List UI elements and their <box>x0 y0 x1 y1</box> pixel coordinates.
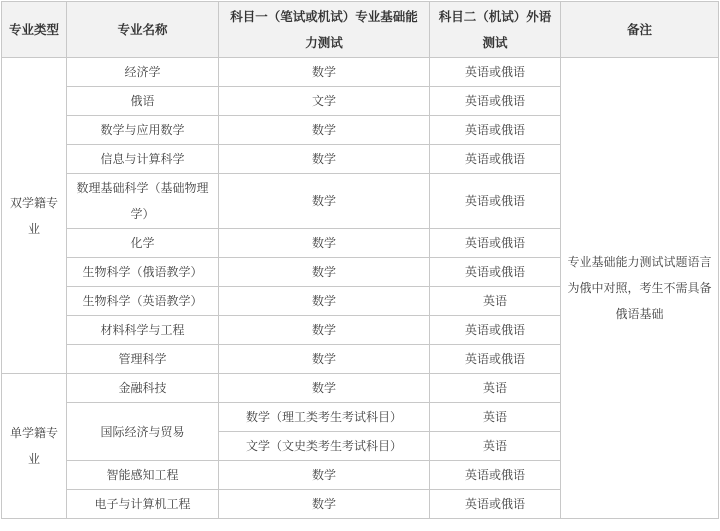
major-name: 经济学 <box>67 58 219 87</box>
header-remark: 备注 <box>561 2 719 58</box>
subject-one: 数学（理工类考生考试科目） <box>219 403 430 432</box>
major-name: 生物科学（英语教学） <box>67 287 219 316</box>
subject-one: 文学（文史类考生考试科目） <box>219 432 430 461</box>
subject-one: 数学 <box>219 145 430 174</box>
group-dual-degree: 双学籍专业 <box>2 58 67 374</box>
subject-one: 数学 <box>219 461 430 490</box>
header-subject-two: 科目二（机试）外语测试 <box>430 2 561 58</box>
subject-one: 数学 <box>219 58 430 87</box>
subject-two: 英语或俄语 <box>430 461 561 490</box>
subject-two: 英语 <box>430 374 561 403</box>
subject-one: 数学 <box>219 258 430 287</box>
subject-two: 英语或俄语 <box>430 258 561 287</box>
header-row <box>2 2 719 58</box>
subject-one: 文学 <box>219 87 430 116</box>
subject-two: 英语或俄语 <box>430 174 561 229</box>
subject-two: 英语 <box>430 432 561 461</box>
remark-cell: 专业基础能力测试试题语言为俄中对照，考生不需具备俄语基础 <box>561 58 719 519</box>
table-row <box>2 58 719 87</box>
major-name: 管理科学 <box>67 345 219 374</box>
subject-one: 数学 <box>219 374 430 403</box>
subject-two: 英语或俄语 <box>430 490 561 519</box>
major-name: 国际经济与贸易 <box>67 403 219 461</box>
admission-subjects-table <box>1 1 719 519</box>
subject-two: 英语或俄语 <box>430 87 561 116</box>
major-name: 智能感知工程 <box>67 461 219 490</box>
subject-one: 数学 <box>219 316 430 345</box>
subject-two: 英语或俄语 <box>430 316 561 345</box>
major-name: 生物科学（俄语教学） <box>67 258 219 287</box>
major-name: 数理基础科学（基础物理学） <box>67 174 219 229</box>
major-name: 数学与应用数学 <box>67 116 219 145</box>
subject-one: 数学 <box>219 490 430 519</box>
subject-one: 数学 <box>219 345 430 374</box>
subject-two: 英语或俄语 <box>430 116 561 145</box>
major-name: 化学 <box>67 229 219 258</box>
subject-two: 英语或俄语 <box>430 145 561 174</box>
subject-one: 数学 <box>219 229 430 258</box>
subject-one: 数学 <box>219 287 430 316</box>
subject-two: 英语或俄语 <box>430 58 561 87</box>
group-single-degree: 单学籍专业 <box>2 374 67 519</box>
subject-two: 英语 <box>430 287 561 316</box>
major-name: 电子与计算机工程 <box>67 490 219 519</box>
header-subject-one: 科目一（笔试或机试）专业基础能力测试 <box>219 2 430 58</box>
major-name: 金融科技 <box>67 374 219 403</box>
subject-one: 数学 <box>219 116 430 145</box>
subject-two: 英语或俄语 <box>430 345 561 374</box>
subject-one: 数学 <box>219 174 430 229</box>
header-major-type: 专业类型 <box>2 2 67 58</box>
major-name: 材料科学与工程 <box>67 316 219 345</box>
header-major-name: 专业名称 <box>67 2 219 58</box>
major-name: 信息与计算科学 <box>67 145 219 174</box>
subject-two: 英语或俄语 <box>430 229 561 258</box>
subject-two: 英语 <box>430 403 561 432</box>
major-name: 俄语 <box>67 87 219 116</box>
